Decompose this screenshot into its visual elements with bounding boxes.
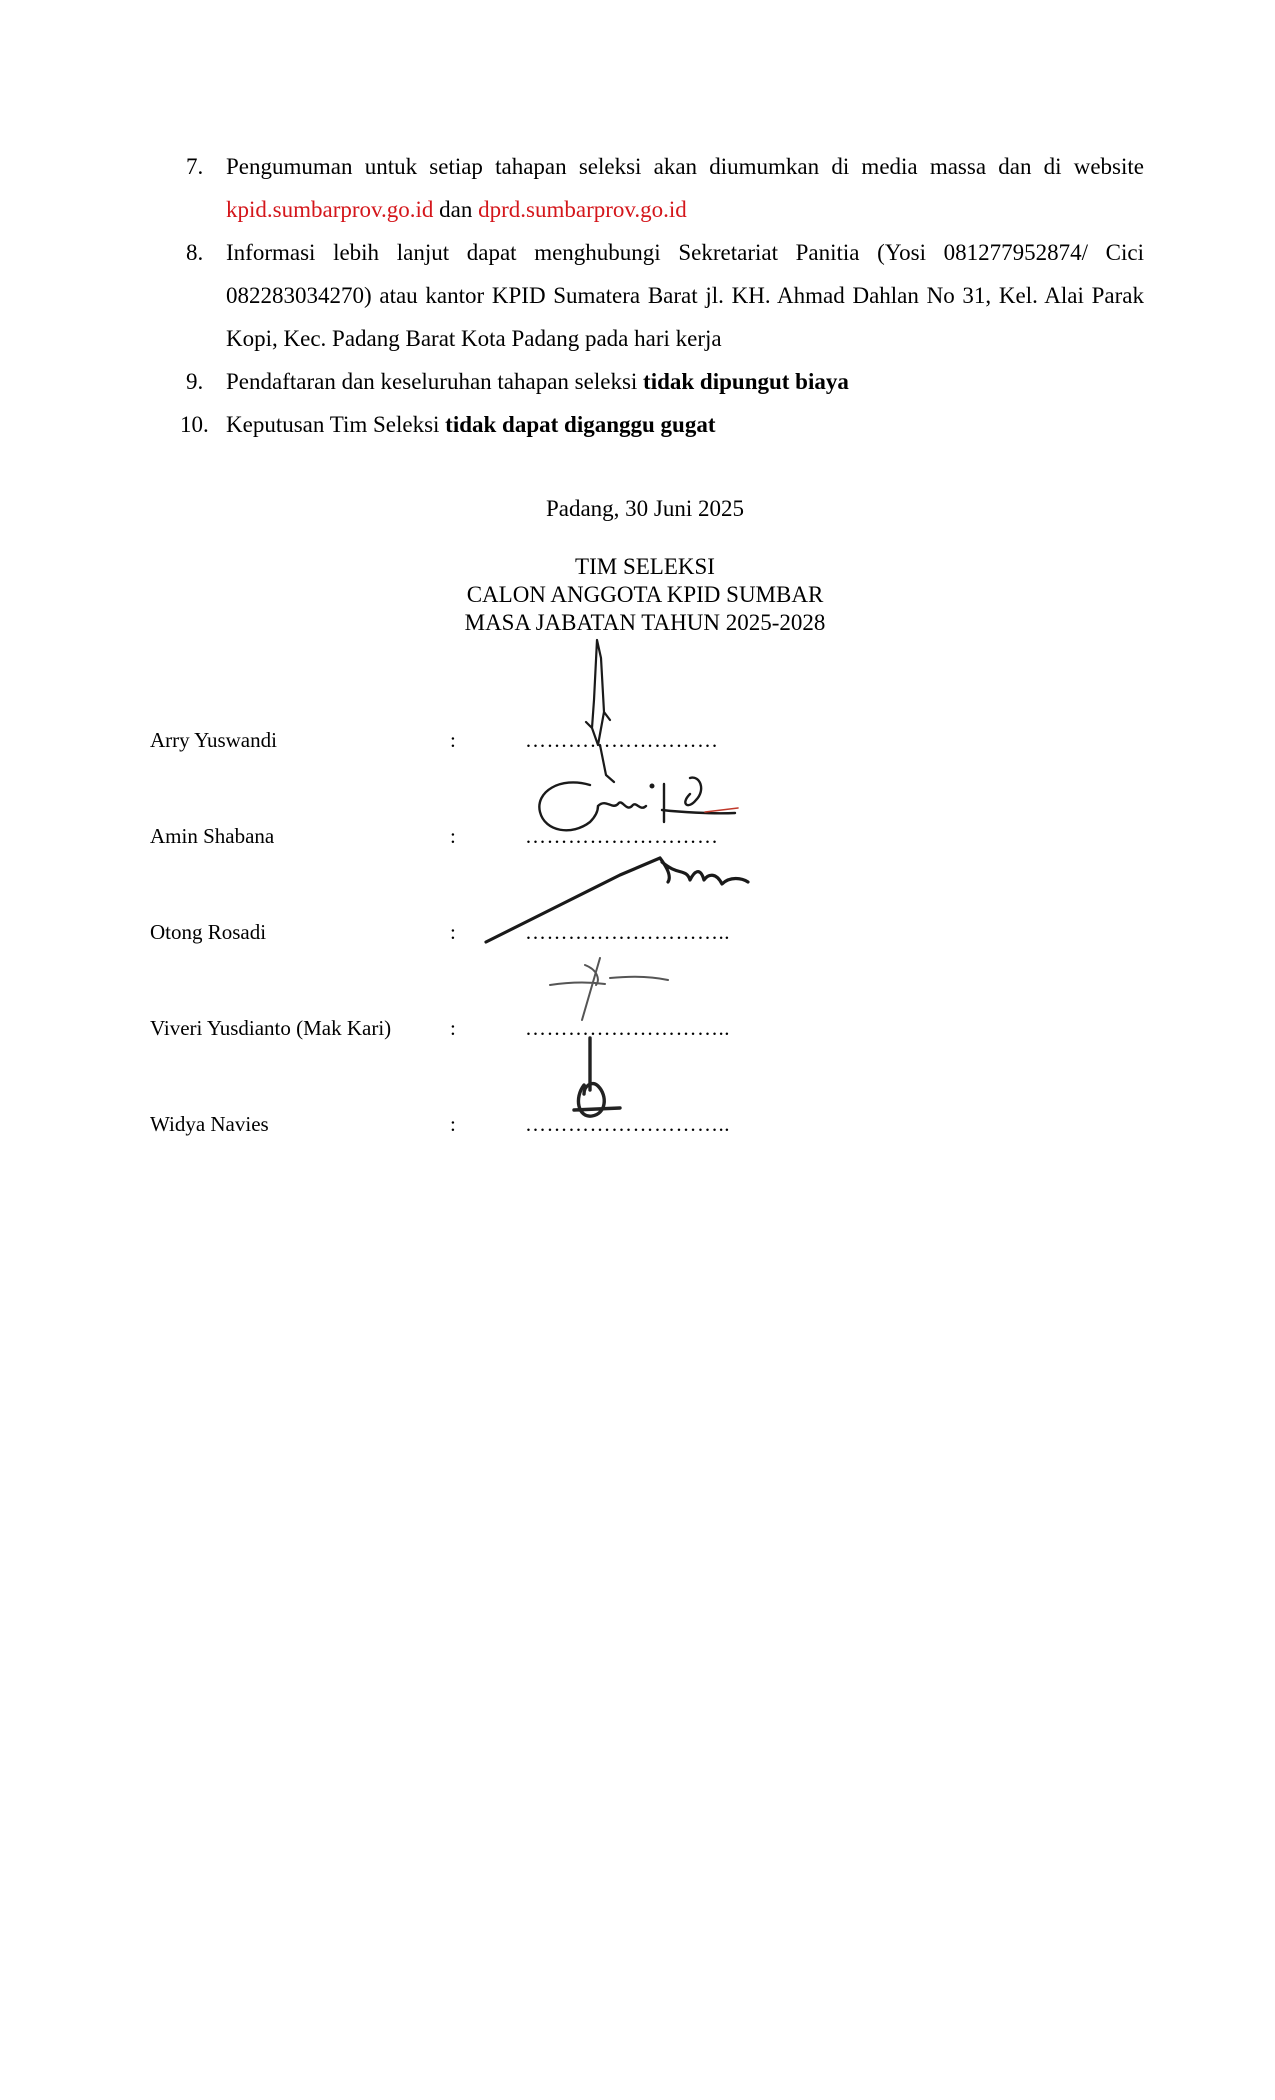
signatory-name: Widya Navies <box>150 1112 269 1136</box>
list-text: dan <box>433 197 479 222</box>
signature-2-tick <box>705 808 738 812</box>
list-number: 10. <box>180 412 209 437</box>
colon: : <box>450 1016 456 1040</box>
signature-5 <box>574 1038 620 1116</box>
colon: : <box>450 920 456 944</box>
list-text: Pengumuman untuk setiap tahapan seleksi akan diumumkan di media massa dan di website <box>226 154 1144 179</box>
list-item <box>186 360 1144 403</box>
website-link-dprd[interactable]: dprd.sumbarprov.go.id <box>478 197 687 222</box>
list-text: Keputusan Tim Seleksi <box>226 412 446 437</box>
title-line: TIM SELEKSI <box>575 554 715 579</box>
signature-line: ……………………… <box>525 824 719 848</box>
title-line: CALON ANGGOTA KPID SUMBAR <box>466 582 824 607</box>
signatory-name: Arry Yuswandi <box>150 728 277 752</box>
list-bold-text: tidak dapat diganggu gugat <box>445 412 716 437</box>
signature-4 <box>550 958 668 1020</box>
list-text: Informasi lebih lanjut dapat menghubungi Sekretariat Panitia (Yosi 081277952874/ Cici 082283034270) atau kantor KPID Sumatera Barat jl. KH. Ahmad Dahlan No 31, Kel. Alai Parak Kopi, Kec. Padang Barat Kota Padang pada hari kerja <box>226 240 1144 351</box>
place-date: Padang, 30 Juni 2025 <box>545 496 745 521</box>
signature-2-dot <box>650 784 654 788</box>
committee-title <box>0 553 1275 637</box>
signature-line: ……………………….. <box>525 1016 730 1040</box>
list-bold-text: tidak dipungut biaya <box>643 369 849 394</box>
list-text: Pendaftaran dan keseluruhan tahapan seleksi <box>226 369 644 394</box>
list-item <box>186 145 1144 231</box>
signatory-name: Viveri Yusdianto (Mak Kari) <box>150 1016 392 1040</box>
colon: : <box>450 824 456 848</box>
title-line: MASA JABATAN TAHUN 2025-2028 <box>464 610 826 635</box>
list-number: 8. <box>186 240 204 265</box>
list-number: 7. <box>186 154 204 179</box>
list-item <box>186 231 1144 360</box>
colon: : <box>450 1112 456 1136</box>
list-item <box>180 403 1144 446</box>
website-link-kpid[interactable]: kpid.sumbarprov.go.id <box>226 197 434 222</box>
numbered-list <box>180 145 1144 446</box>
signatory-name: Otong Rosadi <box>150 920 267 944</box>
signature-1 <box>586 640 614 782</box>
colon: : <box>450 728 456 752</box>
list-number: 9. <box>186 369 204 394</box>
signature-line: ……………………… <box>525 728 719 752</box>
signatory-name: Amin Shabana <box>150 824 275 848</box>
signature-line: ……………………….. <box>525 1112 730 1136</box>
signature-line: ……………………….. <box>525 920 730 944</box>
